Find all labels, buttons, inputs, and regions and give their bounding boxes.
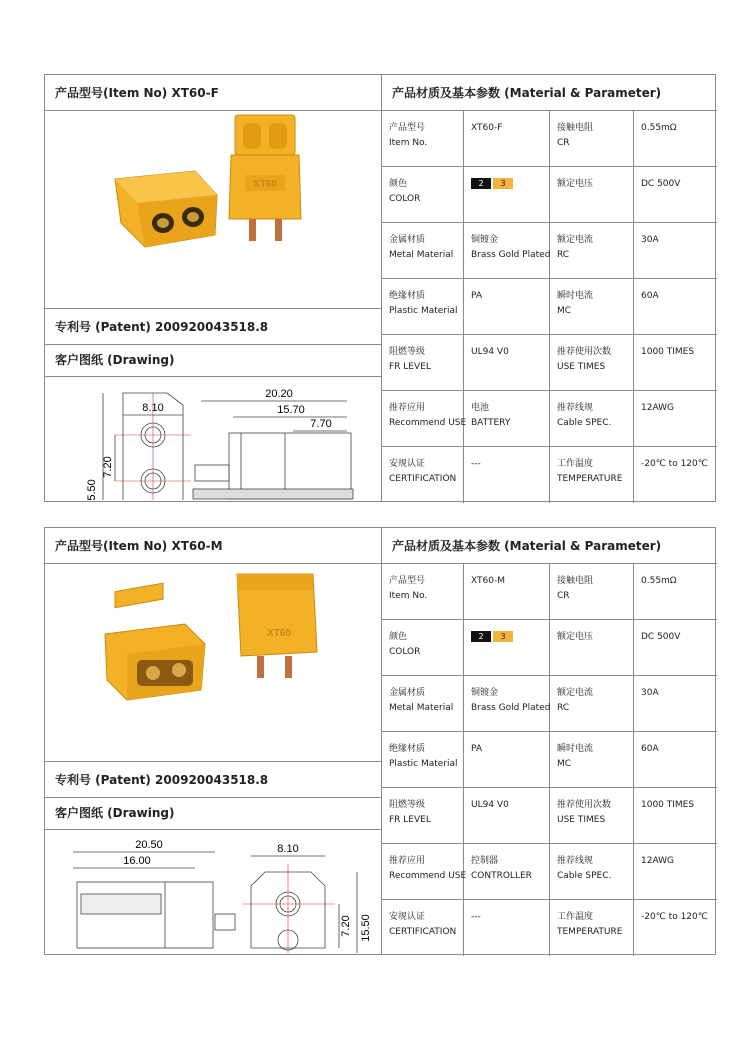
table-cell: [382, 732, 464, 787]
table-row: [382, 788, 717, 844]
param-text: 电池: [471, 403, 490, 413]
param-text: UL94 V0: [471, 347, 509, 357]
param-text: 12AWG: [641, 403, 674, 413]
param-text: DC 500V: [641, 179, 681, 189]
table-cell: [382, 279, 464, 334]
table-cell: [464, 788, 550, 843]
svg-text:XT60: XT60: [253, 179, 277, 190]
param-text: COLOR: [389, 647, 421, 657]
param-text: Brass Gold Plated: [471, 250, 551, 260]
param-text: CR: [557, 138, 570, 148]
table-cell: [634, 279, 717, 334]
param-text: -20℃ to 120℃: [641, 912, 708, 922]
table-cell: [382, 447, 464, 503]
table-cell: [464, 900, 550, 956]
table-cell: [382, 788, 464, 843]
param-text: 阻燃等级: [389, 347, 426, 357]
table-cell: [382, 391, 467, 446]
drawing-title: 客户图纸 (Drawing): [45, 345, 382, 377]
drawing-title: 客户图纸 (Drawing): [45, 798, 382, 830]
table-row: [382, 335, 717, 391]
table-cell: [634, 788, 717, 843]
table-cell: [464, 223, 550, 278]
table-cell: [550, 167, 634, 222]
param-text: 额定电流: [557, 235, 594, 245]
param-text: 瞬时电流: [557, 744, 594, 754]
table-cell: [382, 223, 464, 278]
table-cell: [550, 447, 634, 503]
table-cell: [464, 732, 550, 787]
table-cell: [550, 335, 634, 390]
table-cell: [464, 111, 550, 166]
param-text: RC: [557, 250, 570, 260]
dim-7-20: 7.20: [340, 915, 352, 937]
param-text: 推荐线规: [557, 856, 594, 866]
param-text: XT60-F: [471, 123, 503, 133]
param-text: 0.55mΩ: [641, 576, 677, 586]
param-text: 绝缘材质: [389, 291, 426, 301]
table-cell: [550, 620, 634, 675]
param-title: 产品材质及基本参数 (Material & Parameter): [382, 528, 717, 564]
param-text: 工作温度: [557, 912, 594, 922]
table-row: [382, 447, 717, 503]
table-cell: [550, 900, 634, 956]
param-text: CR: [557, 591, 570, 601]
param-text: 绝缘材质: [389, 744, 426, 754]
param-text: FR LEVEL: [389, 815, 431, 825]
param-text: Recommend USE: [389, 418, 467, 428]
param-text: 金属材质: [389, 235, 426, 245]
table-cell: [550, 732, 634, 787]
param-text: 颜色: [389, 632, 408, 642]
table-cell: [634, 564, 717, 619]
param-text: 颜色: [389, 179, 408, 189]
table-row: [382, 167, 717, 223]
param-text: Item No.: [389, 591, 428, 601]
technical-drawing: [45, 377, 382, 501]
table-cell: [550, 788, 634, 843]
table-cell: [634, 676, 717, 731]
color-swatch-black: 2: [471, 631, 491, 642]
param-text: 产品型号: [389, 123, 426, 133]
param-text: 阻燃等级: [389, 800, 426, 810]
param-text: RC: [557, 703, 570, 713]
patent-number: 专利号 (Patent) 200920043518.8: [45, 762, 382, 798]
table-cell: [634, 223, 717, 278]
param-text: MC: [557, 759, 572, 769]
dim-8-10: 8.10: [142, 402, 164, 414]
param-text: CERTIFICATION: [389, 474, 457, 484]
param-text: Brass Gold Plated: [471, 703, 551, 713]
item-title: 产品型号(Item No) XT60-F: [45, 75, 382, 111]
param-text: 铜镀金: [471, 235, 499, 245]
table-cell: [634, 391, 717, 446]
param-text: 0.55mΩ: [641, 123, 677, 133]
param-text: UL94 V0: [471, 800, 509, 810]
param-text: Cable SPEC.: [557, 418, 612, 428]
param-text: 接触电阻: [557, 123, 594, 133]
table-cell: [550, 223, 634, 278]
param-text: 推荐应用: [389, 403, 426, 413]
param-text: XT60-M: [471, 576, 505, 586]
param-text: 安规认证: [389, 912, 426, 922]
param-text: Recommend USE: [389, 871, 467, 881]
table-row: [382, 620, 717, 676]
table-cell: [382, 564, 464, 619]
dim-15-70: 15.70: [277, 404, 305, 416]
table-cell: [464, 335, 550, 390]
dim-16-00: 16.00: [123, 855, 151, 867]
product-photo: [45, 564, 382, 762]
param-text: 30A: [641, 688, 659, 698]
patent-number: 专利号 (Patent) 200920043518.8: [45, 309, 382, 345]
dim-15-50: 15.50: [86, 479, 98, 500]
table-cell: [634, 111, 717, 166]
param-text: TEMPERATURE: [557, 927, 623, 937]
table-cell: [382, 167, 464, 222]
param-text: BATTERY: [471, 418, 511, 428]
table-cell: [550, 391, 634, 446]
svg-text:XT60: XT60: [267, 628, 291, 639]
table-cell: [550, 676, 634, 731]
color-swatch-yellow: 3: [493, 631, 513, 642]
param-text: 推荐线规: [557, 403, 594, 413]
param-text: Plastic Material: [389, 759, 458, 769]
param-text: TEMPERATURE: [557, 474, 623, 484]
table-row: [382, 732, 717, 788]
table-cell: [550, 844, 634, 899]
table-cell: [634, 732, 717, 787]
table-cell: [382, 335, 464, 390]
param-text: 60A: [641, 744, 659, 754]
param-text: 12AWG: [641, 856, 674, 866]
param-text: 推荐使用次数: [557, 347, 612, 357]
table-cell: [550, 564, 634, 619]
table-cell: [464, 620, 550, 675]
param-text: 额定电流: [557, 688, 594, 698]
table-row: [382, 564, 717, 620]
param-text: 安规认证: [389, 459, 426, 469]
param-text: CONTROLLER: [471, 871, 532, 881]
table-cell: [382, 111, 464, 166]
param-text: 接触电阻: [557, 576, 594, 586]
table-cell: [550, 111, 634, 166]
table-cell: [464, 279, 550, 334]
table-cell: [464, 844, 550, 899]
table-cell: [550, 279, 634, 334]
param-text: -20℃ to 120℃: [641, 459, 708, 469]
param-text: 1000 TIMES: [641, 800, 695, 810]
table-cell: [634, 335, 717, 390]
param-text: Plastic Material: [389, 306, 458, 316]
table-cell: [382, 676, 464, 731]
parameter-table: [382, 564, 717, 954]
param-text: 金属材质: [389, 688, 426, 698]
parameter-table: [382, 111, 717, 501]
param-text: 额定电压: [557, 632, 594, 642]
table-row: [382, 391, 717, 447]
table-row: [382, 223, 717, 279]
color-swatch-black: 2: [471, 178, 491, 189]
param-text: 推荐使用次数: [557, 800, 612, 810]
table-row: [382, 900, 717, 956]
item-title: 产品型号(Item No) XT60-M: [45, 528, 382, 564]
param-text: 产品型号: [389, 576, 426, 586]
dim-15-50: 15.50: [360, 914, 372, 942]
param-text: Item No.: [389, 138, 428, 148]
spec-sheet-xt60-f: [44, 74, 716, 502]
dim-20-20: 20.20: [265, 388, 293, 400]
param-text: ---: [471, 459, 481, 469]
param-text: CERTIFICATION: [389, 927, 457, 937]
table-cell: [464, 564, 550, 619]
table-row: [382, 844, 717, 900]
connector-side-image: [237, 574, 317, 678]
table-cell: [382, 844, 467, 899]
table-cell: [382, 620, 464, 675]
param-text: 铜镀金: [471, 688, 499, 698]
table-row: [382, 279, 717, 335]
spec-sheet-xt60-m: [44, 527, 716, 955]
table-cell: [464, 447, 550, 503]
param-text: Cable SPEC.: [557, 871, 612, 881]
param-text: 额定电压: [557, 179, 594, 189]
param-text: USE TIMES: [557, 362, 606, 372]
dim-7-20: 7.20: [102, 456, 114, 478]
connector-side-image: [229, 115, 301, 241]
param-text: ---: [471, 912, 481, 922]
param-text: Metal Material: [389, 250, 454, 260]
param-text: PA: [471, 744, 483, 754]
table-row: [382, 111, 717, 167]
param-text: FR LEVEL: [389, 362, 431, 372]
param-text: 1000 TIMES: [641, 347, 695, 357]
dim-7-70: 7.70: [310, 418, 332, 430]
table-cell: [464, 391, 550, 446]
param-text: 推荐应用: [389, 856, 426, 866]
technical-drawing: [45, 830, 382, 954]
table-cell: [464, 676, 550, 731]
param-text: 工作温度: [557, 459, 594, 469]
table-cell: [634, 167, 717, 222]
dim-8-10: 8.10: [277, 843, 299, 855]
param-text: 60A: [641, 291, 659, 301]
table-cell: [382, 900, 464, 956]
param-text: 30A: [641, 235, 659, 245]
product-photo: [45, 111, 382, 309]
table-cell: [634, 900, 717, 956]
param-title: 产品材质及基本参数 (Material & Parameter): [382, 75, 717, 111]
param-text: PA: [471, 291, 483, 301]
param-text: 控制器: [471, 856, 499, 866]
param-text: DC 500V: [641, 632, 681, 642]
color-swatch-yellow: 3: [493, 178, 513, 189]
param-text: MC: [557, 306, 572, 316]
table-cell: [634, 447, 717, 503]
connector-front-image: [105, 583, 205, 700]
param-text: COLOR: [389, 194, 421, 204]
param-text: 瞬时电流: [557, 291, 594, 301]
dim-20-50: 20.50: [135, 839, 163, 851]
connector-front-image: [115, 171, 217, 247]
table-cell: [464, 167, 550, 222]
table-row: [382, 676, 717, 732]
table-cell: [634, 620, 717, 675]
param-text: Metal Material: [389, 703, 454, 713]
param-text: USE TIMES: [557, 815, 606, 825]
table-cell: [634, 844, 717, 899]
